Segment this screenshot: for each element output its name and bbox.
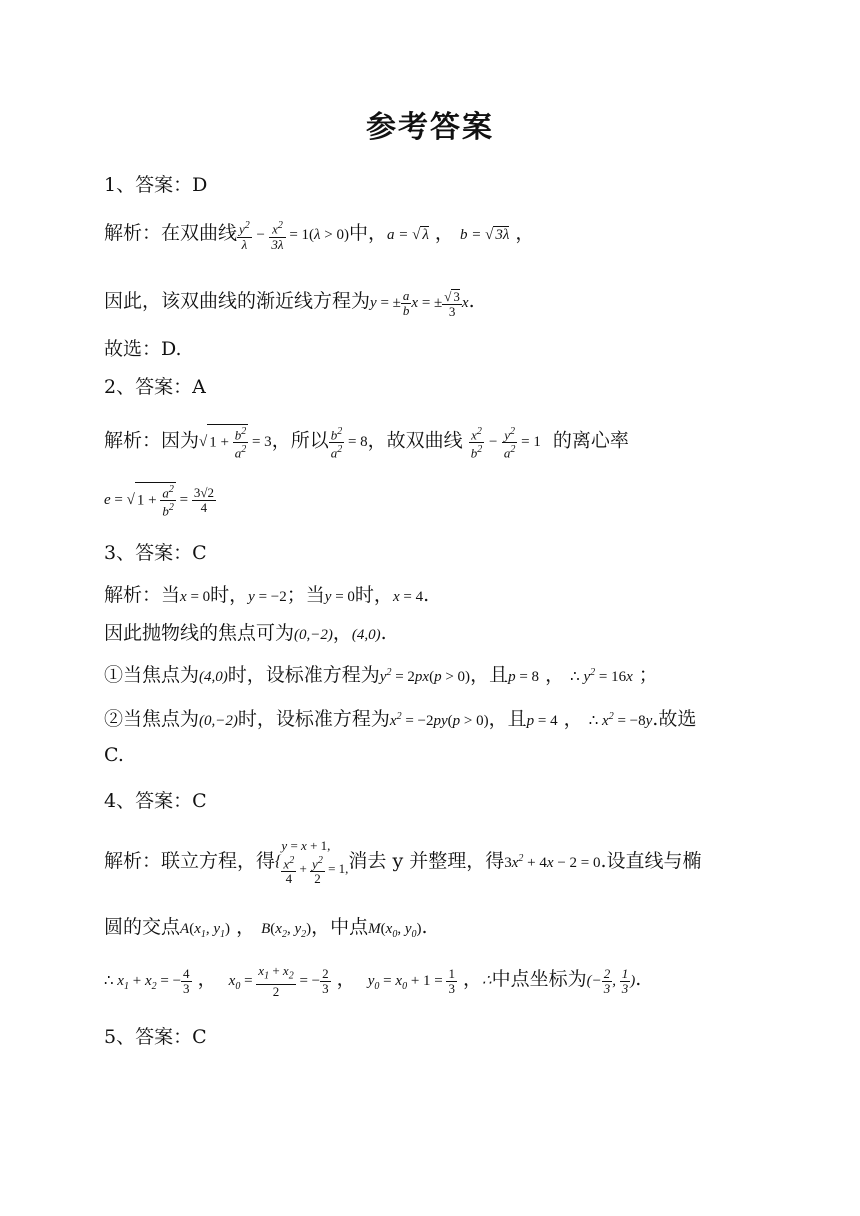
- q1-analysis-line2: 因此，该双曲线的渐近线方程为y = ± $\frac{a}{b}$ x = ± $\frac{√ 3}{3}$ x.: [104, 288, 475, 319]
- q2-condition: √ 1 + $\frac{b^2}{a^2}$ = 3: [199, 426, 272, 461]
- q4-answer: 4、答案：C: [104, 790, 207, 812]
- q4-y0: $y_0 = x_0 + 1$ = $\frac{1}{3}$: [367, 966, 455, 997]
- q3-case2-wrap: C.: [104, 744, 124, 766]
- q3-when-1: 时，: [210, 584, 249, 606]
- q2-analysis-prefix: 解析：因为: [104, 429, 200, 452]
- q1-b-value: b = √ 3λ: [459, 227, 510, 243]
- q1-analysis-mid: 中，: [349, 222, 388, 244]
- q4-midpoint-prefix: ，中点: [311, 916, 369, 938]
- q3-analysis-prefix: 解析：当: [104, 584, 181, 606]
- q2-ratio: $\frac{b^2}{a^2}$ = 8: [330, 426, 368, 461]
- q2-so: ，所以: [271, 429, 329, 452]
- q4-system: {: [275, 853, 282, 871]
- q4-analysis-mid: 消去 y 并整理，得: [348, 850, 505, 873]
- q3-case2-end: 故选: [658, 708, 697, 730]
- q3-case2-prefix: ②当焦点为: [104, 708, 200, 730]
- q1-analysis-line1: 解析：在双曲线 $\frac{y^2}{\lambda}$ − $\frac{x^2}{3\lambda}$ = 1(λ > 0)中，a = √ λ ， b = √ 3λ ，: [104, 220, 535, 252]
- q3-case2: ②当焦点为(0,−2)时，设标准方程为$x^2 = -2py(p > 0)$，且p = 4 ， ∴ $x^2 = -8y$.故选: [104, 708, 697, 730]
- q4-x0: $x_0$ = $\frac{x_1 + x_2}{2}$ = − $\frac{2}{3}$: [228, 963, 329, 999]
- q3-case1-mid: 时，设标准方程为: [227, 664, 380, 686]
- q1-a-value: a = √ λ: [387, 227, 429, 243]
- q2-answer: 2、答案：A: [104, 376, 206, 398]
- q4-sum: ∴ $x_1 + x_2$ = − $\frac{4}{3}$: [104, 966, 190, 997]
- q3-case1-and: ，且: [470, 664, 509, 686]
- q3-sep: ；当: [286, 584, 325, 606]
- q3-case1: ①当焦点为(4,0)时，设标准方程为$y^2 = 2px(p > 0)$，且p = 8 ， ∴ $y^2 = 16x$ ；: [104, 664, 658, 686]
- q3-case2-mid: 时，设标准方程为: [237, 708, 390, 730]
- q5-answer: 5、答案：C: [104, 1026, 207, 1048]
- q4-intersection-prefix: 圆的交点: [104, 916, 181, 938]
- q3-analysis-line2: 因此抛物线的焦点可为(0,−2)，(4,0).: [104, 622, 387, 644]
- q2-analysis-line1: [104, 424, 629, 461]
- q1-analysis-prefix: 解析：在双曲线: [104, 222, 238, 244]
- q2-eccentricity-formula: e = √ 1 + $\frac{a^2}{b^2}$ = $\frac{3√2}{4}$: [104, 484, 214, 519]
- q4-analysis-line2: 圆的交点$A(x_1$, $y_1$) ， $B(x_2$, $y_2$)，中点$M(x_0$, $y_0$).: [104, 916, 428, 940]
- q3-case1-prefix: ①当焦点为: [104, 664, 200, 686]
- q3-analysis-line1: 解析：当x = 0时，y = −2；当y = 0时，x = 4.: [104, 584, 430, 606]
- q3-answer: 3、答案：C: [104, 542, 207, 564]
- q2-hyperbola: $\frac{x^2}{b^2}$ − $\frac{y^2}{a^2}$ = 1: [470, 426, 541, 461]
- q4-analysis-end: .设直线与椭: [600, 850, 702, 873]
- q3-when-2: 时，: [354, 584, 393, 606]
- q2-eccentricity-label: 的离心率: [552, 429, 629, 452]
- q1-hyperbola-formula: $\frac{y^2}{\lambda}$ − $\frac{x^2}{3\lambda}$ = 1(λ > 0): [239, 220, 349, 252]
- q4-analysis-prefix: 解析：联立方程，得: [104, 850, 276, 873]
- q4-analysis-line1: 解析：联立方程，得{ y = x + 1, $\frac{x^2}{4}$ + $\frac{y^2}{2}$ = 1, 消去 y 并整理，得$3x^2 + 4x - 2 = 0$.设直线与椭: [104, 838, 702, 887]
- q1-answer: 1、答案：D: [104, 174, 208, 196]
- q2-hyperbola-prefix: ，故双曲线: [367, 429, 463, 452]
- page-title: 参考答案: [366, 110, 494, 145]
- q1-conclusion: 故选：D.: [104, 338, 182, 360]
- q4-midpoint-coords: (− $\frac{2}{3}$ , $\frac{1}{3}$ ): [586, 966, 636, 997]
- q4-analysis-line3: ∴ $x_1 + x_2$ = − $\frac{4}{3}$ ， $x_0$ = $\frac{x_1 + x_2}{2}$ = − $\frac{2}{3}$ ， $y_0 = x_0 + 1$ = $\frac{1}{3}$ ，∴中点坐标为(− $\frac{2}{3}$ , $\frac{1}{3}$ ).: [104, 963, 642, 999]
- q3-focus-prefix: 因此抛物线的焦点可为: [104, 622, 295, 644]
- q2-eccentricity: [104, 482, 216, 519]
- q1-asymptote-prefix: 因此，该双曲线的渐近线方程为: [104, 290, 371, 312]
- q4-quadratic: $3x^2 + 4x - 2 = 0$: [504, 853, 601, 872]
- q4-midpoint-label: 中点坐标为: [491, 968, 587, 990]
- q3-case2-and: ，且: [488, 708, 527, 730]
- q1-asymptote-formula: y = ± $\frac{a}{b}$ x = ± $\frac{√ 3}{3}$ x: [370, 288, 469, 319]
